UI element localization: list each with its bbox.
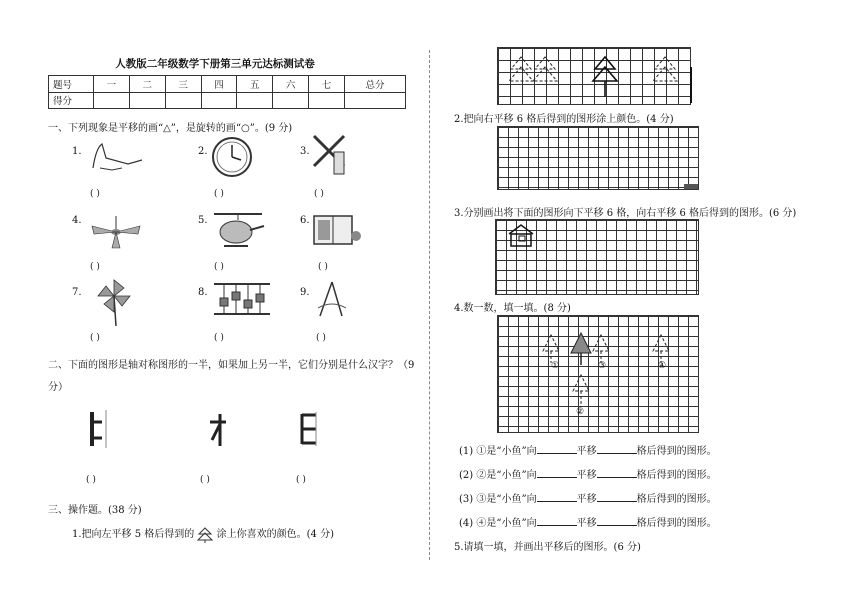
answer-paren[interactable]: ( ) <box>214 189 224 199</box>
score-header-cell: 二 <box>129 76 165 93</box>
answer-paren[interactable]: ( ) <box>318 262 328 272</box>
fill-line-num: (4) <box>459 518 474 529</box>
q4-fish-figures <box>497 315 697 431</box>
q4-label: ③ <box>598 361 607 371</box>
fill-line <box>459 514 717 529</box>
fill-line <box>459 442 717 457</box>
answer-paren[interactable]: ( ) <box>90 333 100 343</box>
fill-line-mid: 平移 <box>576 494 597 505</box>
section1-heading: 一、下列现象是平移的画“△”，是旋转的画“○”。(9 分) <box>48 123 293 134</box>
q2-marker <box>684 184 698 189</box>
section3-heading: 三、操作题。(38 分) <box>48 505 142 516</box>
score-cell[interactable] <box>129 92 165 109</box>
answer-paren[interactable]: ( ) <box>90 189 100 199</box>
house-shape-icon <box>505 222 539 248</box>
score-cell[interactable] <box>201 92 237 109</box>
hand-pulling-icon <box>88 138 148 174</box>
direction-blank[interactable] <box>537 492 577 502</box>
answer-paren[interactable]: ( ) <box>86 475 96 485</box>
fill-line-fish: ③是“小鱼”向 <box>476 494 537 505</box>
q2-grid[interactable] <box>497 126 699 190</box>
section2-heading-cont: 分） <box>48 382 68 393</box>
fill-line-fish: ②是“小鱼”向 <box>476 470 537 481</box>
score-header-cell: 一 <box>94 76 130 93</box>
score-header-cell: 五 <box>237 76 273 93</box>
abacus-icon <box>212 280 272 318</box>
compass-drawing-icon <box>314 280 350 320</box>
count-blank[interactable] <box>597 468 637 478</box>
score-cell[interactable] <box>165 92 201 109</box>
q1-text-after: 涂上你喜欢的颜色。(4 分) <box>216 529 334 540</box>
fill-line-num: (2) <box>459 470 474 481</box>
q3-text: 3.分别画出将下面的图形向下平移 6 格，向右平移 6 格后得到的图形。(6 分) <box>454 208 797 219</box>
score-row-label: 得分 <box>49 92 94 109</box>
windmill-icon <box>310 132 350 178</box>
half-character-glyph <box>298 410 324 450</box>
answer-paren[interactable]: ( ) <box>316 333 326 343</box>
item-number: 1. <box>72 146 82 157</box>
half-character-glyph <box>206 410 232 450</box>
answer-paren[interactable]: ( ) <box>214 333 224 343</box>
count-blank[interactable] <box>597 516 637 526</box>
item-number: 9. <box>300 287 310 298</box>
helicopter-icon <box>210 208 266 250</box>
q2-text: 2.把向右平移 6 格后得到的图形涂上颜色。(4 分) <box>454 114 674 125</box>
score-cell[interactable] <box>345 92 406 109</box>
score-cell[interactable] <box>309 92 345 109</box>
pinwheel-icon <box>94 278 134 328</box>
half-character-glyph <box>88 408 114 450</box>
column-divider <box>429 50 430 560</box>
fill-line-num: (1) <box>459 446 474 457</box>
fill-line-fish: ①是“小鱼”向 <box>476 446 537 457</box>
answer-paren[interactable]: ( ) <box>200 475 210 485</box>
count-blank[interactable] <box>597 492 637 502</box>
fill-line-fish: ④是“小鱼”向 <box>476 518 537 529</box>
direction-blank[interactable] <box>537 516 577 526</box>
fill-line-end: 格后得到的图形。 <box>636 518 717 529</box>
score-header-cell: 总分 <box>345 76 406 93</box>
direction-blank[interactable] <box>537 444 577 454</box>
score-header-cell: 六 <box>273 76 309 93</box>
q1-text <box>72 525 334 543</box>
item-number: 5. <box>198 215 208 226</box>
q1-text-before: 1.把向左平移 5 格后得到的 <box>72 529 195 540</box>
fill-line <box>459 466 717 481</box>
q4-label: ① <box>551 361 560 371</box>
score-table-header-row <box>49 76 406 93</box>
score-header-cell: 三 <box>165 76 201 93</box>
item-number: 3. <box>300 146 310 157</box>
score-table-score-row <box>49 92 406 109</box>
sliding-window-icon <box>312 212 362 250</box>
page-title: 人教版二年级数学下册第三单元达标测试卷 <box>115 58 315 70</box>
q4-label: ④ <box>658 361 667 371</box>
count-blank[interactable] <box>597 444 637 454</box>
item-number: 7. <box>72 287 82 298</box>
item-number: 2. <box>198 146 208 157</box>
answer-paren[interactable]: ( ) <box>90 262 100 272</box>
score-header-cell: 七 <box>309 76 345 93</box>
fill-line-end: 格后得到的图形。 <box>636 470 717 481</box>
tree-shape-icon <box>197 527 213 543</box>
item-number: 8. <box>198 287 208 298</box>
q1-tree-figures <box>497 47 697 103</box>
score-cell[interactable] <box>273 92 309 109</box>
answer-paren[interactable]: ( ) <box>296 475 306 485</box>
answer-paren[interactable]: ( ) <box>214 262 224 272</box>
fill-line-end: 格后得到的图形。 <box>636 446 717 457</box>
item-number: 4. <box>72 215 82 226</box>
fill-line-end: 格后得到的图形。 <box>636 494 717 505</box>
ceiling-fan-icon <box>88 214 144 250</box>
score-cell[interactable] <box>94 92 130 109</box>
direction-blank[interactable] <box>537 468 577 478</box>
q5-text: 5.请填一填，并画出平移后的图形。(6 分) <box>454 542 641 553</box>
score-header-cell: 四 <box>201 76 237 93</box>
fill-line-mid: 平移 <box>576 470 597 481</box>
fill-line-mid: 平移 <box>576 446 597 457</box>
answer-paren[interactable]: ( ) <box>314 189 324 199</box>
section2-heading: 二、下面的图形是轴对称图形的一半，如果加上另一半，它们分别是什么汉字？（9 <box>48 360 415 371</box>
score-table <box>48 75 406 109</box>
score-cell[interactable] <box>237 92 273 109</box>
q4-text: 4.数一数，填一填。(8 分) <box>454 303 571 314</box>
fill-line-num: (3) <box>459 494 474 505</box>
fill-line-mid: 平移 <box>576 518 597 529</box>
score-header-cell: 题号 <box>49 76 94 93</box>
fill-line <box>459 490 717 505</box>
clock-icon <box>210 135 254 179</box>
q4-label: ② <box>576 407 585 417</box>
item-number: 6. <box>300 215 310 226</box>
